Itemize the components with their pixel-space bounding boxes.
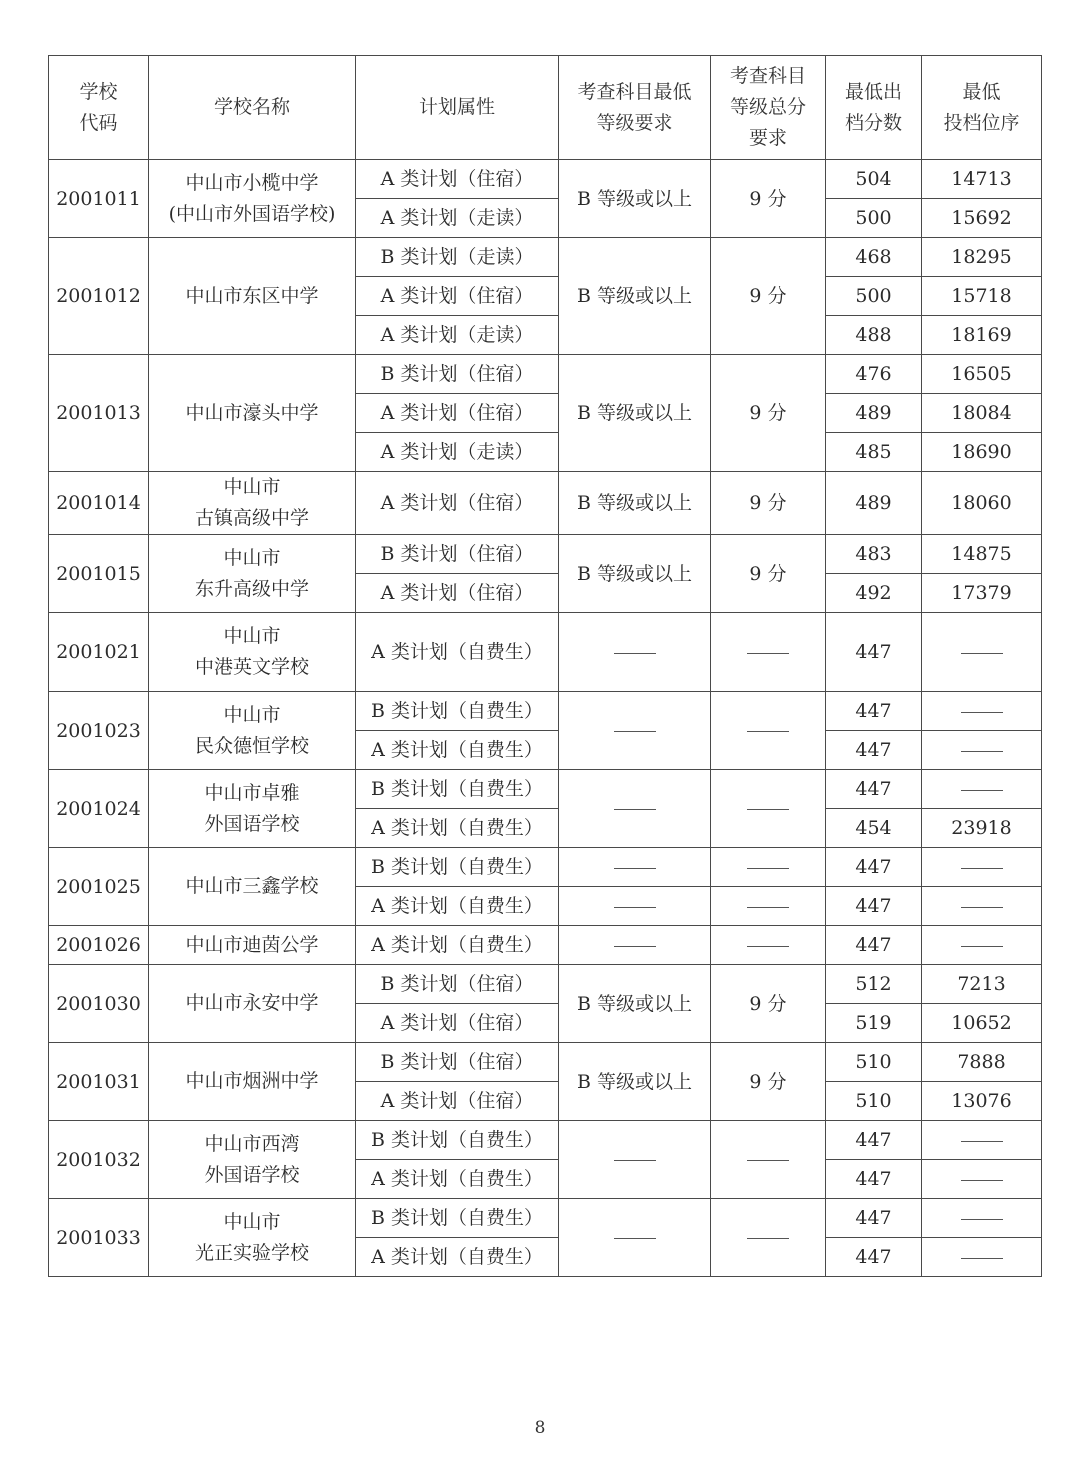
min-rank-cell xyxy=(922,887,1042,926)
min-rank-cell: 16505 xyxy=(922,355,1042,394)
min-grade-req-cell xyxy=(559,926,711,965)
min-score-cell: 447 xyxy=(826,1121,922,1160)
school-name-cell xyxy=(149,692,356,770)
min-grade-req-cell: B 等级或以上 xyxy=(559,1043,711,1121)
school-name-line: 中山市 xyxy=(223,546,281,569)
min-score-cell: 500 xyxy=(826,277,922,316)
total-grade-req-cell xyxy=(711,848,826,887)
school-name-line: 外国语学校 xyxy=(204,1163,300,1186)
school-name-cell xyxy=(149,965,356,1043)
dash-placeholder xyxy=(614,1238,656,1239)
plan-type-cell: A 类计划（住宿） xyxy=(356,394,559,433)
dash-placeholder xyxy=(614,731,656,732)
school-name-line: 古镇高级中学 xyxy=(194,507,309,529)
table-header xyxy=(49,56,1042,160)
min-rank-cell xyxy=(922,613,1042,692)
dash-placeholder xyxy=(614,946,656,947)
min-grade-req-cell: B 等级或以上 xyxy=(559,238,711,355)
min-score-cell: 468 xyxy=(826,238,922,277)
min-rank-cell xyxy=(922,1199,1042,1238)
school-name-cell xyxy=(149,1121,356,1199)
table-row xyxy=(49,770,1042,809)
table-row xyxy=(49,1199,1042,1238)
dash-placeholder xyxy=(961,1219,1003,1220)
plan-type-cell: A 类计划（自费生） xyxy=(356,809,559,848)
min-score-cell: 447 xyxy=(826,1238,922,1277)
plan-type-cell: A 类计划（走读） xyxy=(356,433,559,472)
school-code-cell: 2001032 xyxy=(49,1121,149,1199)
header-total-grade-req xyxy=(711,56,826,160)
total-grade-req-cell: 9 分 xyxy=(711,238,826,355)
plan-type-cell: B 类计划（住宿） xyxy=(356,1043,559,1082)
school-code-cell: 2001031 xyxy=(49,1043,149,1121)
min-rank-cell: 15718 xyxy=(922,277,1042,316)
table-row xyxy=(49,160,1042,199)
min-rank-cell: 18084 xyxy=(922,394,1042,433)
school-code-cell: 2001012 xyxy=(49,238,149,355)
header-line: 考查科目 xyxy=(729,65,806,87)
plan-type-cell: B 类计划（自费生） xyxy=(356,770,559,809)
plan-type-cell: B 类计划（自费生） xyxy=(356,1199,559,1238)
school-name-line: 中山市迪茵公学 xyxy=(185,933,319,956)
plan-type-cell: B 类计划（自费生） xyxy=(356,1121,559,1160)
plan-type-cell: A 类计划（自费生） xyxy=(356,731,559,770)
admission-score-table xyxy=(48,55,1042,1277)
school-name-cell xyxy=(149,1199,356,1277)
header-min-rank xyxy=(922,56,1042,160)
min-grade-req-cell: B 等级或以上 xyxy=(559,535,711,613)
table-row xyxy=(49,926,1042,965)
total-grade-req-cell xyxy=(711,692,826,770)
min-rank-cell: 18169 xyxy=(922,316,1042,355)
min-rank-cell xyxy=(922,1160,1042,1199)
dash-placeholder xyxy=(961,712,1003,713)
total-grade-req-cell: 9 分 xyxy=(711,1043,826,1121)
dash-placeholder xyxy=(747,731,789,732)
school-code-cell: 2001030 xyxy=(49,965,149,1043)
school-name-cell xyxy=(149,472,356,535)
header-line: 学校名称 xyxy=(213,96,290,118)
school-code-cell: 2001033 xyxy=(49,1199,149,1277)
min-rank-cell: 18295 xyxy=(922,238,1042,277)
min-score-cell: 447 xyxy=(826,692,922,731)
school-code-cell: 2001023 xyxy=(49,692,149,770)
header-line: 档分数 xyxy=(844,111,902,134)
header-line: 要求 xyxy=(748,127,787,149)
min-rank-cell: 7213 xyxy=(922,965,1042,1004)
school-name-line: 民众德恒学校 xyxy=(194,734,309,757)
plan-type-cell: A 类计划（住宿） xyxy=(356,1082,559,1121)
total-grade-req-cell xyxy=(711,926,826,965)
min-score-cell: 447 xyxy=(826,1160,922,1199)
min-score-cell: 454 xyxy=(826,809,922,848)
plan-type-cell: A 类计划（住宿） xyxy=(356,472,559,535)
header-line: 等级总分 xyxy=(729,96,806,118)
min-score-cell: 512 xyxy=(826,965,922,1004)
min-rank-cell: 23918 xyxy=(922,809,1042,848)
school-name-line: 中山市卓雅 xyxy=(204,781,300,804)
school-name-line: 中港英文学校 xyxy=(194,656,309,678)
plan-type-cell: A 类计划（自费生） xyxy=(356,1160,559,1199)
school-name-cell xyxy=(149,926,356,965)
plan-type-cell: A 类计划（住宿） xyxy=(356,1004,559,1043)
school-name-line: 中山市东区中学 xyxy=(185,284,319,307)
dash-placeholder xyxy=(614,868,656,869)
school-name-cell xyxy=(149,770,356,848)
school-name-cell xyxy=(149,613,356,692)
min-grade-req-cell xyxy=(559,613,711,692)
dash-placeholder xyxy=(961,1258,1003,1259)
dash-placeholder xyxy=(747,1160,789,1161)
total-grade-req-cell xyxy=(711,1199,826,1277)
school-name-cell xyxy=(149,355,356,472)
plan-type-cell: A 类计划（自费生） xyxy=(356,613,559,692)
min-grade-req-cell xyxy=(559,1121,711,1199)
dash-placeholder xyxy=(614,1160,656,1161)
total-grade-req-cell xyxy=(711,770,826,848)
header-line: 最低 xyxy=(962,80,1001,103)
min-score-cell: 492 xyxy=(826,574,922,613)
min-score-cell: 488 xyxy=(826,316,922,355)
dash-placeholder xyxy=(961,1141,1003,1142)
plan-type-cell: A 类计划（走读） xyxy=(356,316,559,355)
dash-placeholder xyxy=(961,653,1003,654)
min-rank-cell: 15692 xyxy=(922,199,1042,238)
school-code-cell: 2001011 xyxy=(49,160,149,238)
plan-type-cell: B 类计划（住宿） xyxy=(356,535,559,574)
school-name-line: 外国语学校 xyxy=(204,812,300,835)
school-name-line: (中山市外国语学校) xyxy=(168,202,336,225)
header-school-name xyxy=(149,56,356,160)
header-line: 投档位序 xyxy=(943,111,1020,134)
school-code-cell: 2001026 xyxy=(49,926,149,965)
plan-type-cell: A 类计划（住宿） xyxy=(356,574,559,613)
school-name-line: 中山市濠头中学 xyxy=(185,401,319,424)
min-score-cell: 483 xyxy=(826,535,922,574)
school-name-cell xyxy=(149,848,356,926)
dash-placeholder xyxy=(747,946,789,947)
plan-type-cell: B 类计划（自费生） xyxy=(356,848,559,887)
min-grade-req-cell: B 等级或以上 xyxy=(559,965,711,1043)
total-grade-req-cell xyxy=(711,887,826,926)
plan-type-cell: A 类计划（住宿） xyxy=(356,277,559,316)
dash-placeholder xyxy=(961,790,1003,791)
plan-type-cell: A 类计划（走读） xyxy=(356,199,559,238)
dash-placeholder xyxy=(961,946,1003,947)
min-score-cell: 504 xyxy=(826,160,922,199)
min-score-cell: 489 xyxy=(826,394,922,433)
dash-placeholder xyxy=(747,809,789,810)
min-score-cell: 510 xyxy=(826,1043,922,1082)
min-grade-req-cell: B 等级或以上 xyxy=(559,472,711,535)
min-grade-req-cell xyxy=(559,848,711,887)
school-name-line: 中山市 xyxy=(223,703,281,726)
min-rank-cell: 7888 xyxy=(922,1043,1042,1082)
min-score-cell: 510 xyxy=(826,1082,922,1121)
min-score-cell: 485 xyxy=(826,433,922,472)
school-name-cell xyxy=(149,160,356,238)
school-name-line: 中山市三鑫学校 xyxy=(185,875,319,897)
min-score-cell: 447 xyxy=(826,731,922,770)
total-grade-req-cell: 9 分 xyxy=(711,535,826,613)
school-name-cell xyxy=(149,535,356,613)
table-row xyxy=(49,1121,1042,1160)
min-score-cell: 447 xyxy=(826,770,922,809)
dash-placeholder xyxy=(614,653,656,654)
school-code-cell: 2001024 xyxy=(49,770,149,848)
min-score-cell: 447 xyxy=(826,1199,922,1238)
header-min-grade-req xyxy=(559,56,711,160)
header-row xyxy=(49,56,1042,160)
table-row xyxy=(49,472,1042,535)
min-grade-req-cell: B 等级或以上 xyxy=(559,355,711,472)
dash-placeholder xyxy=(747,1238,789,1239)
header-plan-type xyxy=(356,56,559,160)
min-grade-req-cell xyxy=(559,1199,711,1277)
plan-type-cell: B 类计划（住宿） xyxy=(356,355,559,394)
dash-placeholder xyxy=(961,907,1003,908)
dash-placeholder xyxy=(961,751,1003,752)
table-body xyxy=(49,160,1042,1277)
dash-placeholder xyxy=(747,868,789,869)
min-rank-cell: 10652 xyxy=(922,1004,1042,1043)
total-grade-req-cell: 9 分 xyxy=(711,472,826,535)
school-name-line: 中山市烟洲中学 xyxy=(185,1070,319,1092)
school-code-cell: 2001025 xyxy=(49,848,149,926)
table-row xyxy=(49,1043,1042,1082)
min-score-cell: 500 xyxy=(826,199,922,238)
total-grade-req-cell: 9 分 xyxy=(711,160,826,238)
page-number: 8 xyxy=(534,1418,546,1438)
min-score-cell: 447 xyxy=(826,887,922,926)
table-row xyxy=(49,848,1042,887)
min-rank-cell: 14875 xyxy=(922,535,1042,574)
min-rank-cell xyxy=(922,692,1042,731)
min-rank-cell: 18060 xyxy=(922,472,1042,535)
min-rank-cell xyxy=(922,1238,1042,1277)
plan-type-cell: B 类计划（住宿） xyxy=(356,965,559,1004)
min-grade-req-cell: B 等级或以上 xyxy=(559,160,711,238)
dash-placeholder xyxy=(961,868,1003,869)
dash-placeholder xyxy=(747,907,789,908)
header-line: 等级要求 xyxy=(596,111,673,134)
school-code-cell: 2001015 xyxy=(49,535,149,613)
table-row xyxy=(49,613,1042,692)
school-name-cell xyxy=(149,1043,356,1121)
min-rank-cell xyxy=(922,926,1042,965)
plan-type-cell: B 类计划（走读） xyxy=(356,238,559,277)
table-row xyxy=(49,535,1042,574)
school-code-cell: 2001013 xyxy=(49,355,149,472)
min-rank-cell: 18690 xyxy=(922,433,1042,472)
school-name-line: 光正实验学校 xyxy=(194,1241,309,1264)
min-score-cell: 519 xyxy=(826,1004,922,1043)
plan-type-cell: A 类计划（自费生） xyxy=(356,1238,559,1277)
min-grade-req-cell xyxy=(559,887,711,926)
table-row xyxy=(49,692,1042,731)
school-name-line: 中山市 xyxy=(223,1210,281,1233)
header-line: 代码 xyxy=(79,111,118,134)
school-code-cell: 2001021 xyxy=(49,613,149,692)
dash-placeholder xyxy=(961,1180,1003,1181)
header-min-score xyxy=(826,56,922,160)
min-rank-cell xyxy=(922,770,1042,809)
min-score-cell: 476 xyxy=(826,355,922,394)
total-grade-req-cell: 9 分 xyxy=(711,965,826,1043)
header-line: 学校 xyxy=(79,80,118,103)
table-row xyxy=(49,238,1042,277)
min-rank-cell: 14713 xyxy=(922,160,1042,199)
min-score-cell: 489 xyxy=(826,472,922,535)
school-name-line: 中山市西湾 xyxy=(204,1132,300,1155)
school-name-line: 中山市 xyxy=(223,476,281,498)
min-rank-cell: 13076 xyxy=(922,1082,1042,1121)
min-rank-cell xyxy=(922,1121,1042,1160)
plan-type-cell: A 类计划（住宿） xyxy=(356,160,559,199)
header-school-code xyxy=(49,56,149,160)
min-grade-req-cell xyxy=(559,692,711,770)
dash-placeholder xyxy=(747,653,789,654)
min-score-cell: 447 xyxy=(826,926,922,965)
header-line: 考查科目最低 xyxy=(577,80,692,103)
plan-type-cell: A 类计划（自费生） xyxy=(356,887,559,926)
min-rank-cell xyxy=(922,848,1042,887)
header-line: 最低出 xyxy=(844,80,902,103)
dash-placeholder xyxy=(614,809,656,810)
min-score-cell: 447 xyxy=(826,848,922,887)
plan-type-cell: B 类计划（自费生） xyxy=(356,692,559,731)
school-code-cell: 2001014 xyxy=(49,472,149,535)
total-grade-req-cell xyxy=(711,1121,826,1199)
plan-type-cell: A 类计划（自费生） xyxy=(356,926,559,965)
school-name-line: 中山市 xyxy=(223,625,281,647)
min-rank-cell xyxy=(922,731,1042,770)
school-name-line: 东升高级中学 xyxy=(194,577,309,600)
min-grade-req-cell xyxy=(559,770,711,848)
min-rank-cell: 17379 xyxy=(922,574,1042,613)
table-row xyxy=(49,965,1042,1004)
total-grade-req-cell: 9 分 xyxy=(711,355,826,472)
school-name-cell xyxy=(149,238,356,355)
table-row xyxy=(49,355,1042,394)
school-name-line: 中山市永安中学 xyxy=(185,992,319,1014)
min-score-cell: 447 xyxy=(826,613,922,692)
total-grade-req-cell xyxy=(711,613,826,692)
dash-placeholder xyxy=(614,907,656,908)
school-name-line: 中山市小榄中学 xyxy=(185,171,319,194)
header-line: 计划属性 xyxy=(418,96,495,118)
